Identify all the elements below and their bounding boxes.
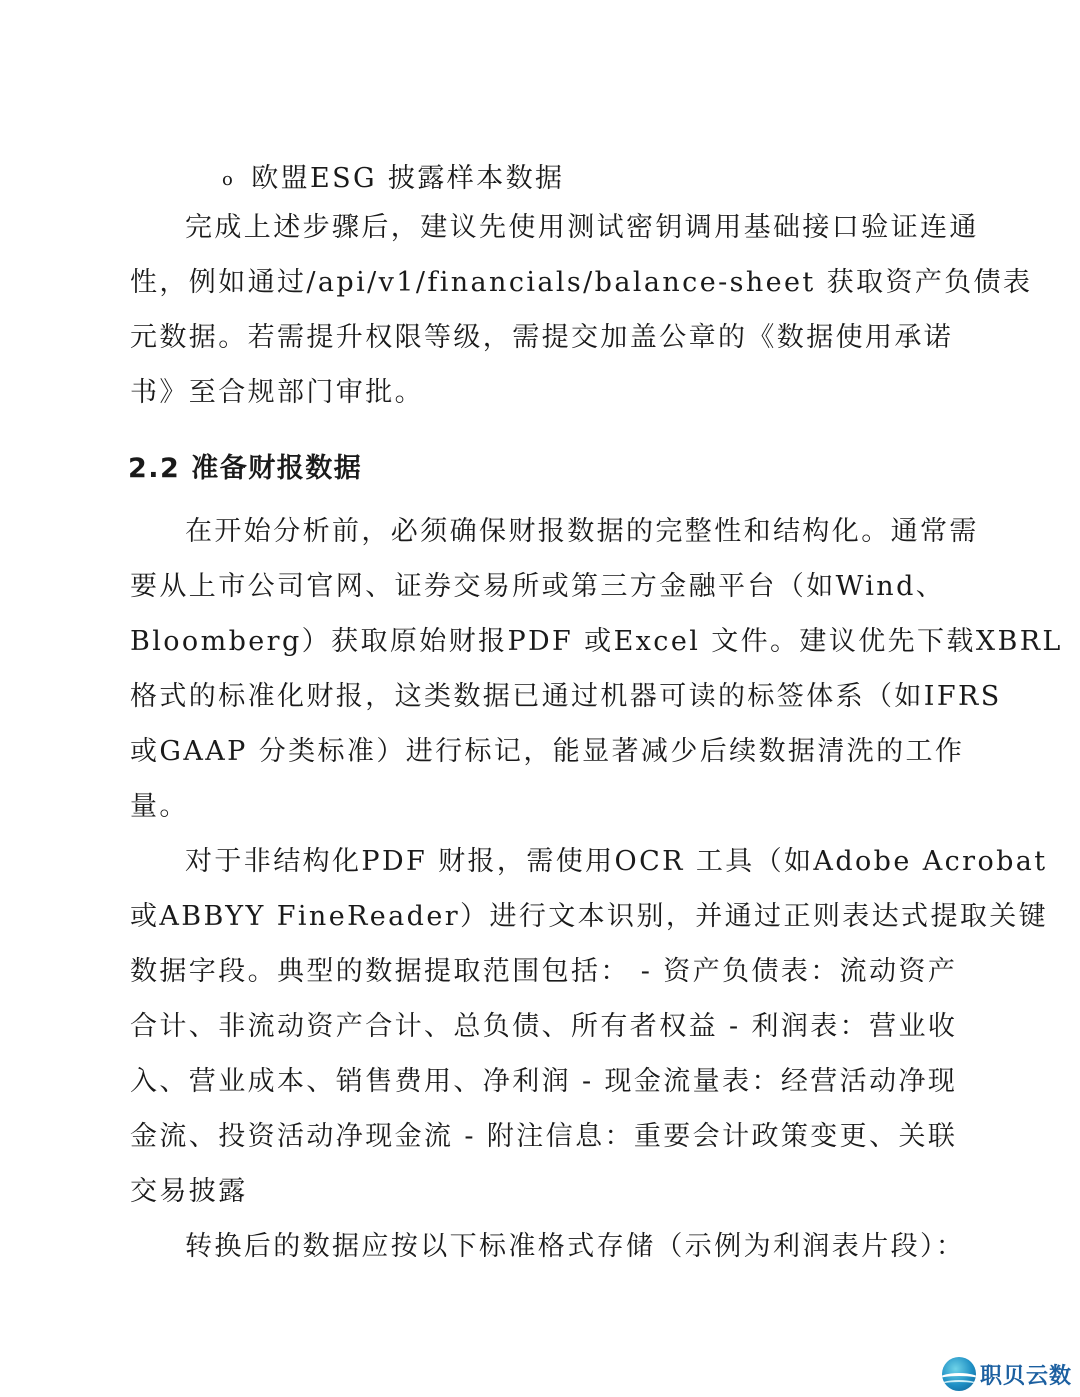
paragraph-line: 入、营业成本、销售费用、净利润 - 现金流量表：经营活动净现 <box>130 1066 958 1097</box>
watermark-logo <box>942 1357 1072 1391</box>
section-heading: 2.2 准备财报数据 <box>128 453 363 484</box>
paragraph-line: Bloomberg）获取原始财报PDF 或Excel 文件。建议优先下载XBRL <box>130 626 1063 657</box>
paragraph-line: 完成上述步骤后，建议先使用测试密钥调用基础接口验证连通 <box>185 212 979 243</box>
logo-icon <box>942 1357 976 1391</box>
paragraph-line: 合计、非流动资产合计、总负债、所有者权益 - 利润表：营业收 <box>130 1011 958 1042</box>
paragraph-line: 元数据。若需提升权限等级，需提交加盖公章的《数据使用承诺 <box>130 322 954 353</box>
bullet-item <box>222 162 564 197</box>
bullet-marker: o <box>222 169 236 190</box>
paragraph-line: 交易披露 <box>130 1176 248 1207</box>
paragraph-line: 金流、投资活动净现金流 - 附注信息：重要会计政策变更、关联 <box>130 1121 958 1152</box>
paragraph-line: 书》至合规部门审批。 <box>130 377 424 408</box>
paragraph-line: 对于非结构化PDF 财报，需使用OCR 工具（如Adobe Acrobat <box>185 846 1048 877</box>
bullet-text: 欧盟ESG 披露样本数据 <box>251 163 565 194</box>
logo-text: 职贝云数 <box>979 1363 1072 1389</box>
paragraph-line: 或ABBYY FineReader）进行文本识别，并通过正则表达式提取关键 <box>130 901 1049 932</box>
paragraph-line: 转换后的数据应按以下标准格式存储（示例为利润表片段）： <box>185 1231 966 1262</box>
paragraph-line: 要从上市公司官网、证券交易所或第三方金融平台（如Wind、 <box>130 571 946 602</box>
paragraph-line: 或GAAP 分类标准）进行标记，能显著减少后续数据清洗的工作 <box>130 736 965 767</box>
paragraph-line: 在开始分析前，必须确保财报数据的完整性和结构化。通常需 <box>185 516 979 547</box>
paragraph-line: 格式的标准化财报，这类数据已通过机器可读的标签体系（如IFRS <box>130 681 1002 712</box>
paragraph-line: 性，例如通过/api/v1/financials/balance-sheet 获取资产负债表 <box>130 267 1033 298</box>
paragraph-line: 数据字段。典型的数据提取范围包括： - 资产负债表：流动资产 <box>130 956 958 987</box>
paragraph-line: 量。 <box>130 791 189 822</box>
